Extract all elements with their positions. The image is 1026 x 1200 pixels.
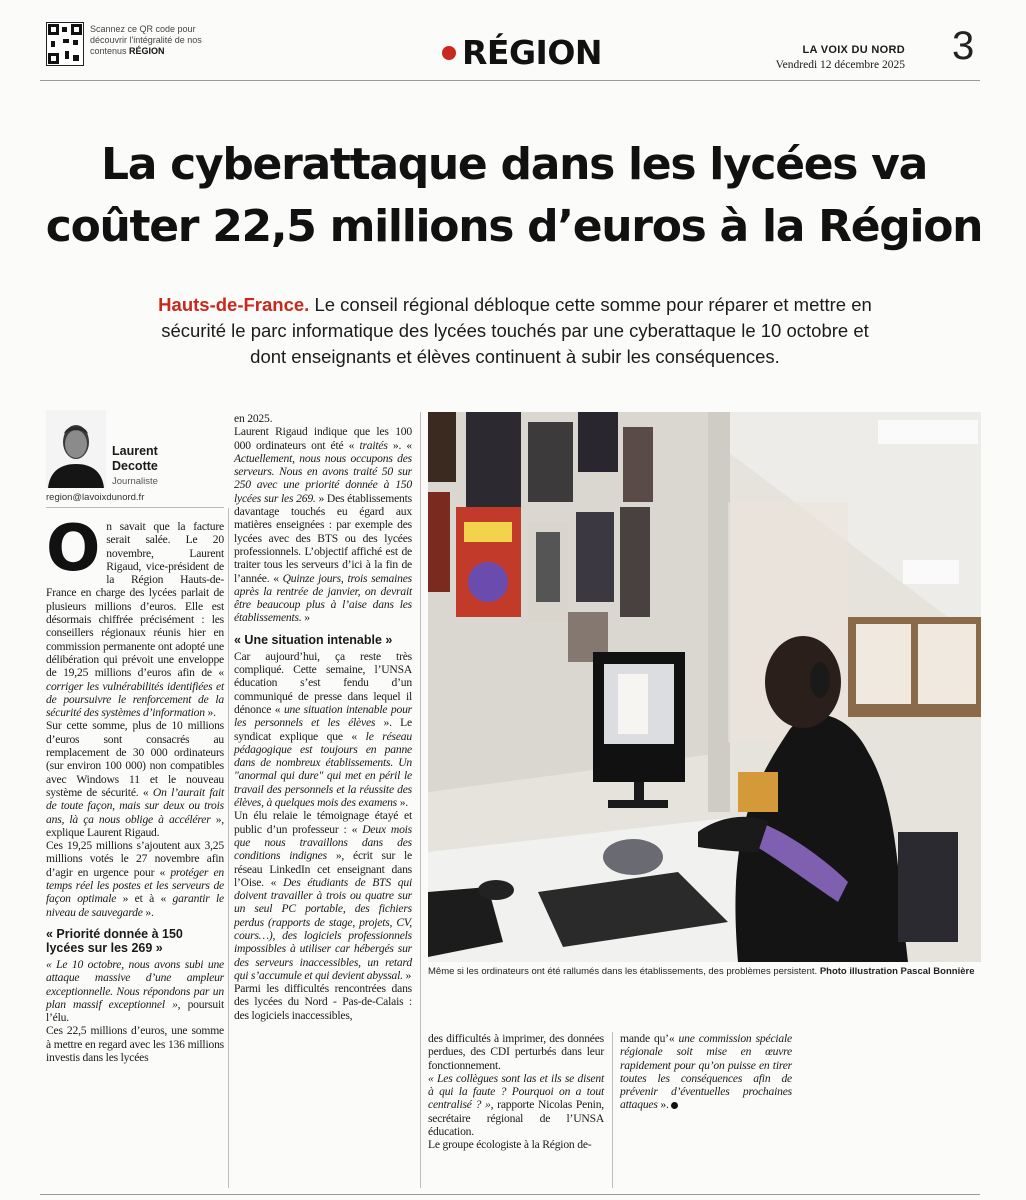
subheading: « Priorité donnée à 150 lycées sur les 269 » [46,926,183,955]
article-column-2 [234,412,412,1022]
masthead: LA VOIX DU NORD [802,44,905,56]
author-last-name: Decotte [112,459,158,473]
author-name [112,444,222,474]
column-divider [420,412,421,1188]
standfirst-lead: Hauts-de-France. [158,294,310,315]
author-divider [46,507,224,508]
qr-code-text [90,24,230,57]
subheading: « Une situation intenable » [234,632,393,647]
publication-date: Vendredi 12 décembre 2025 [775,59,905,71]
qr-code-icon[interactable] [46,22,84,66]
photo-credit: Photo illustration Pascal Bonnière [819,966,975,977]
paragraph: Laurent Rigaud indique que les 100 000 ordinateurs ont été « traités ». « Actuellement, nous nous occupons des serveurs. Nous en avons traité 50 sur 250 avec une priorité donnée à 150 lycées sur les 269. » Des établissements davantage touchés eu égard aux matières enseignées : par exemple des lycées avec des BTS ou des lycées professionnels. L’objectif affiché est de traiter tous les serveurs d’ici à la fin de l’année. « Quinze jours, trois semaines après la rentrée de janvier, on devrait être beaucoup plus à l’aise dans les établissements. » [234,425,412,625]
article-column-4 [620,1032,792,1112]
header-divider [40,80,980,81]
standfirst-text: Le conseil régional débloque cette somme pour réparer et mettre en sécurité le parc informatique des lycées touchés par une cyberattaque le 10 octobre et dont enseignants et élèves continuent à subir les conséquences. [161,294,872,367]
paragraph: « Le 10 octobre, nous avons subi une attaque massive d’une ampleur exceptionnelle. Nous répondons par un plan massif exceptionnel », poursuit l’élu. [46,957,224,1025]
paragraph: n savait que la facture serait salée. Le 20 novembre, Laurent Rigaud, vice-président de la Région Hauts-de-France en charge des lycées parlait de plusieurs millions d’euros. Elle est désormais chiffrée précisément : les conseillers régionaux réunis hier en commission permanente ont adopté une délibération qui prévoit une enveloppe de 19,25 millions d’euros afin de « corriger les vulnérabilités identifiées et de poursuivre le renforcement de la sécurité des systèmes d’information ». [46,520,224,720]
author-portrait [46,410,106,488]
drop-cap: O [46,512,101,586]
page-number: 3 [952,24,975,68]
paragraph: Un élu relaie le témoignage étayé et public d’un professeur : « Deux mois que nous travaillons dans des conditions indignes », écrit sur le réseau LinkedIn cet enseignant dans l’Oise. « Des étudiants de BTS qui doivent travailler à trois ou quatre sur un seul PC portable, des fichiers perdus (rapports de stage, projets, CV, cours…), des logiciels professionnels impossibles à utiliser car hébergés sur des serveurs inaccessibles, un retard qui s’accumule et qui devient abyssal. » [234,809,412,982]
photo-caption [428,966,981,978]
paragraph: Sur cette somme, plus de 10 millions d’euros sont consacrés au remplacement de 30 000 ordinateurs (sur environ 100 000) non compatibles avec Windows 11 et le nouveau système de sécurité. « On l’aurait fait de toute façon, mais sur deux ou trois ans, là ça nous oblige à accélérer », explique Laurent Rigaud. [46,719,224,839]
paragraph: Car aujourd’hui, ça reste très compliqué. Cette semaine, l’UNSA éducation s’est fendu d’un communiqué de presse dans lequel il dénonce « une situation intenable pour les personnels et les élèves ». Le syndicat explique que « le réseau pédagogique est toujours en panne dans de nombreux établissements. Un "anormal qui dure" qui met en péril le travail des personnels et la réussite des élèves, à quelques mois des examens ». [234,649,413,810]
article-photo[interactable] [428,412,981,962]
author-email-link[interactable]: region@lavoixdunord.fr [46,492,145,503]
qr-text-bold: RÉGION [129,46,165,56]
section-dot-icon [442,46,456,60]
paragraph: Ces 19,25 millions s’ajoutent aux 3,25 millions votés le 27 novembre afin d’agir en urgence pour « protéger en temps réel les postes et les serveurs de façon optimale » et à « garantir le niveau de sauvegarde ». [46,839,224,919]
article-column-1 [46,512,224,1064]
footer-divider [40,1194,980,1195]
article-headline [40,134,988,258]
headline-line-2: coûter 22,5 millions d’euros à la Région [45,201,983,252]
column-divider [612,1032,613,1188]
qr-text-main: Scannez ce QR code pour découvrir l'intégralité de nos contenus [90,24,202,56]
headline-line-1: La cyberattaque dans les lycées va [101,139,927,190]
paragraph: des difficultés à imprimer, des données perdues, des CDI perturbés dans leur fonctionnement. [428,1032,604,1072]
paragraph: Ces 22,5 millions d’euros, une somme à mettre en regard avec les 136 millions investis dans les lycées [46,1024,224,1064]
paragraph: Parmi les difficultés rencontrées dans des lycées du Nord - Pas-de-Calais : des logiciels inaccessibles, [234,982,412,1022]
section-header [442,33,602,72]
paragraph: « Les collègues sont las et ils se disent à qui la faute ? Pourquoi on a tout centralisé ? », rapporte Nicolas Penin, secrétaire régional de l’UNSA éducation. [428,1071,604,1139]
article-standfirst [150,292,880,370]
paragraph: Le groupe écologiste à la Région de- [428,1138,592,1152]
column-divider [228,508,229,1188]
author-role: Journaliste [112,476,158,487]
end-of-article-icon [671,1102,678,1109]
caption-text: Même si les ordinateurs ont été rallumés dans les établissements, des problèmes persistent. [428,966,818,977]
author-first-name: Laurent [112,444,158,458]
section-title: RÉGION [462,33,602,72]
paragraph: mande qu’« une commission spéciale régionale soit mise en œuvre rapidement pour qu’on puisse en tirer toutes les conséquences afin de prévenir d’éventuelles prochaines attaques ». [620,1032,792,1112]
paragraph: en 2025. [234,412,273,425]
article-column-3 [428,1032,604,1152]
